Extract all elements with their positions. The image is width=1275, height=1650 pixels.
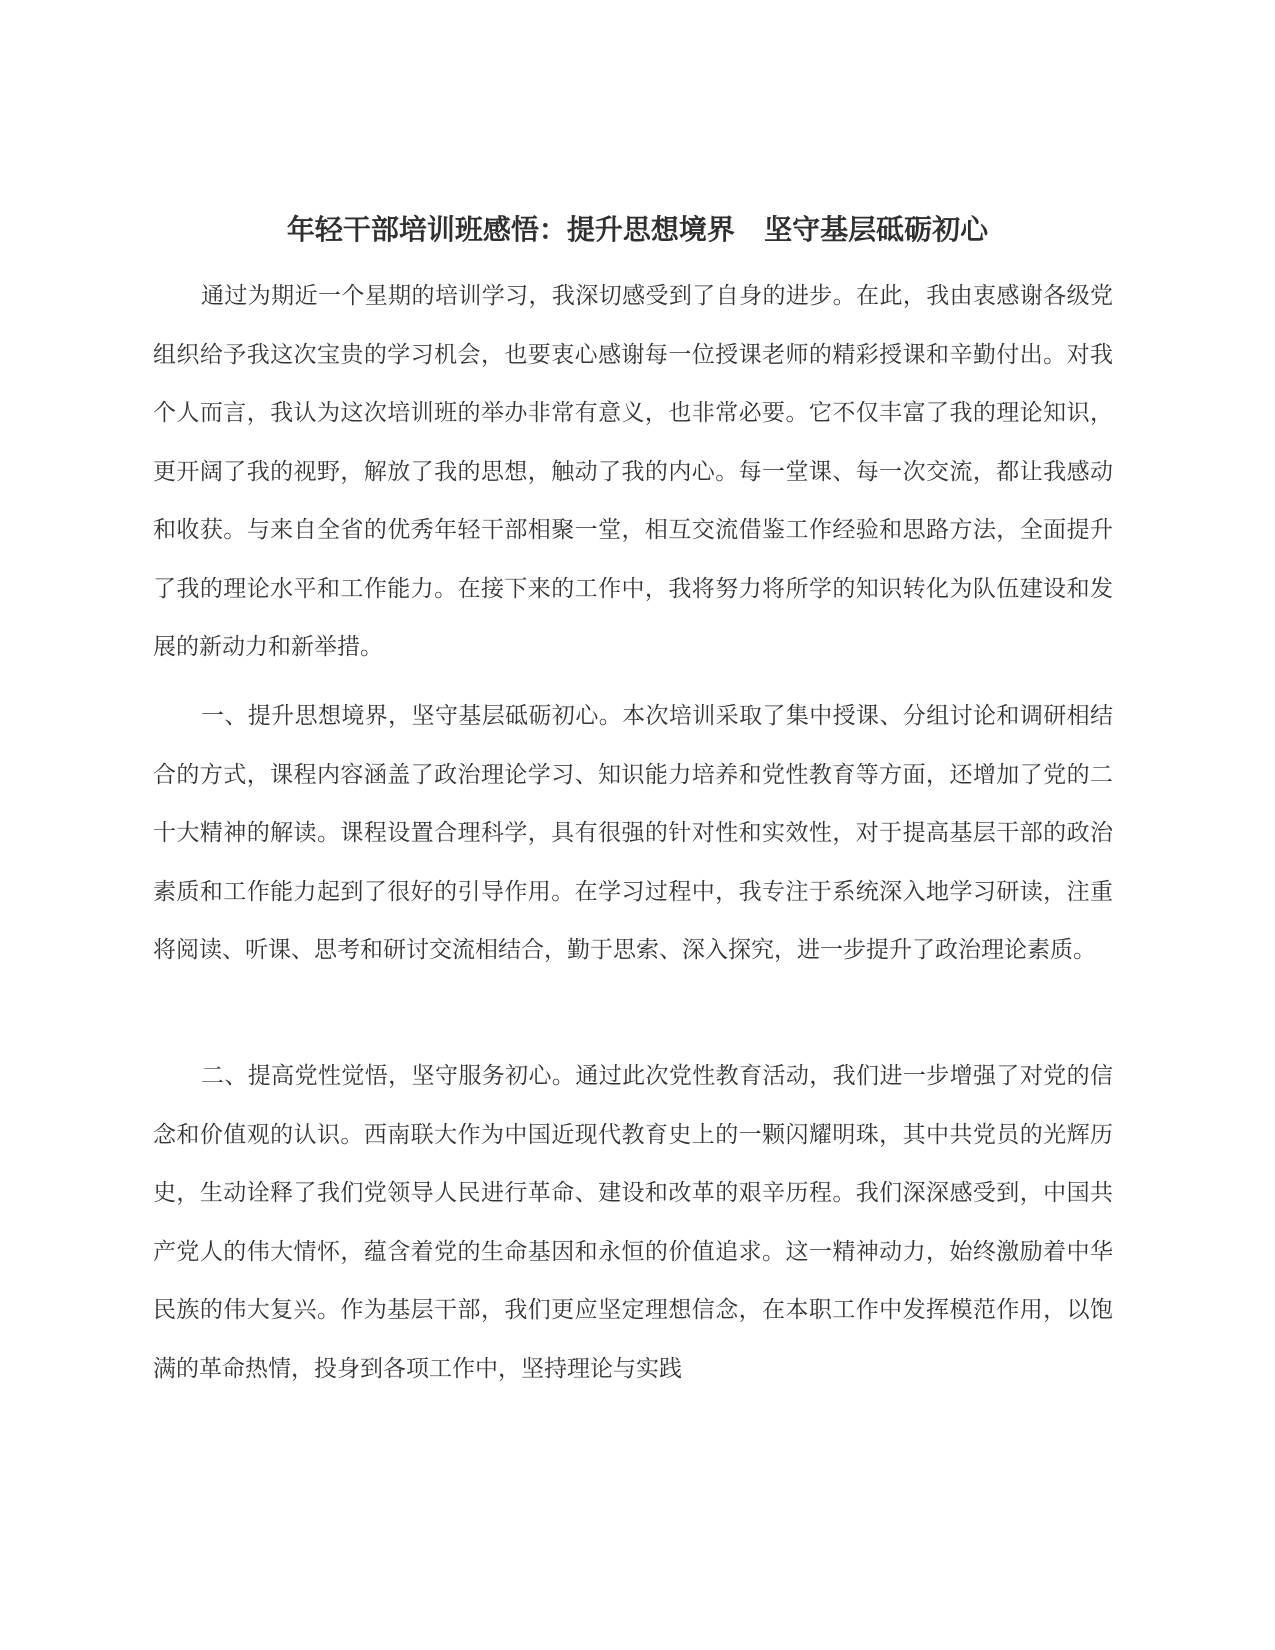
- paragraph-section-one: 一、提升思想境界，坚守基层砥砺初心。本次培训采取了集中授课、分组讨论和调研相结合的方式，课程内容涵盖了政治理论学习、知识能力培养和党性教育等方面，还增加了党的二十大精神的解读。课程设置合理科学，具有很强的针对性和实效性，对于提高基层干部的政治素质和工作能力起到了很好的引导作用。在学习过程中，我专注于系统深入地学习研读，注重将阅读、听课、思考和研讨交流相结合，勤于思索、深入探究，进一步提升了政治理论素质。: [153, 703, 1113, 963]
- paragraph-section-two: 二、提高党性觉悟，坚守服务初心。通过此次党性教育活动，我们进一步增强了对党的信念和价值观的认识。西南联大作为中国近现代教育史上的一颗闪耀明珠，其中共党员的光辉历史，生动诠释了我们党领导人民进行革命、建设和改革的艰辛历程。我们深深感受到，中国共产党人的伟大情怀，蕴含着党的生命基因和永恒的价值追求。这一精神动力，始终激励着中华民族的伟大复兴。作为基层干部，我们更应坚定理想信念，在本职工作中发挥模范作用，以饱满的革命热情，投身到各项工作中，坚持理论与实践: [153, 1063, 1113, 1382]
- document-title: 年轻干部培训班感悟：提升思想境界 坚守基层砥砺初心: [286, 212, 989, 246]
- paragraph-intro: 通过为期近一个星期的培训学习，我深切感受到了自身的进步。在此，我由衷感谢各级党组织给予我这次宝贵的学习机会，也要衷心感谢每一位授课老师的精彩授课和辛勤付出。对我个人而言，我认为这次培训班的举办非常有意义，也非常必要。它不仅丰富了我的理论知识，更开阔了我的视野，解放了我的思想，触动了我的内心。每一堂课、每一次交流，都让我感动和收获。与来自全省的优秀年轻干部相聚一堂，相互交流借鉴工作经验和思路方法，全面提升了我的理论水平和工作能力。在接下来的工作中，我将努力将所学的知识转化为队伍建设和发展的新动力和新举措。: [153, 283, 1113, 660]
